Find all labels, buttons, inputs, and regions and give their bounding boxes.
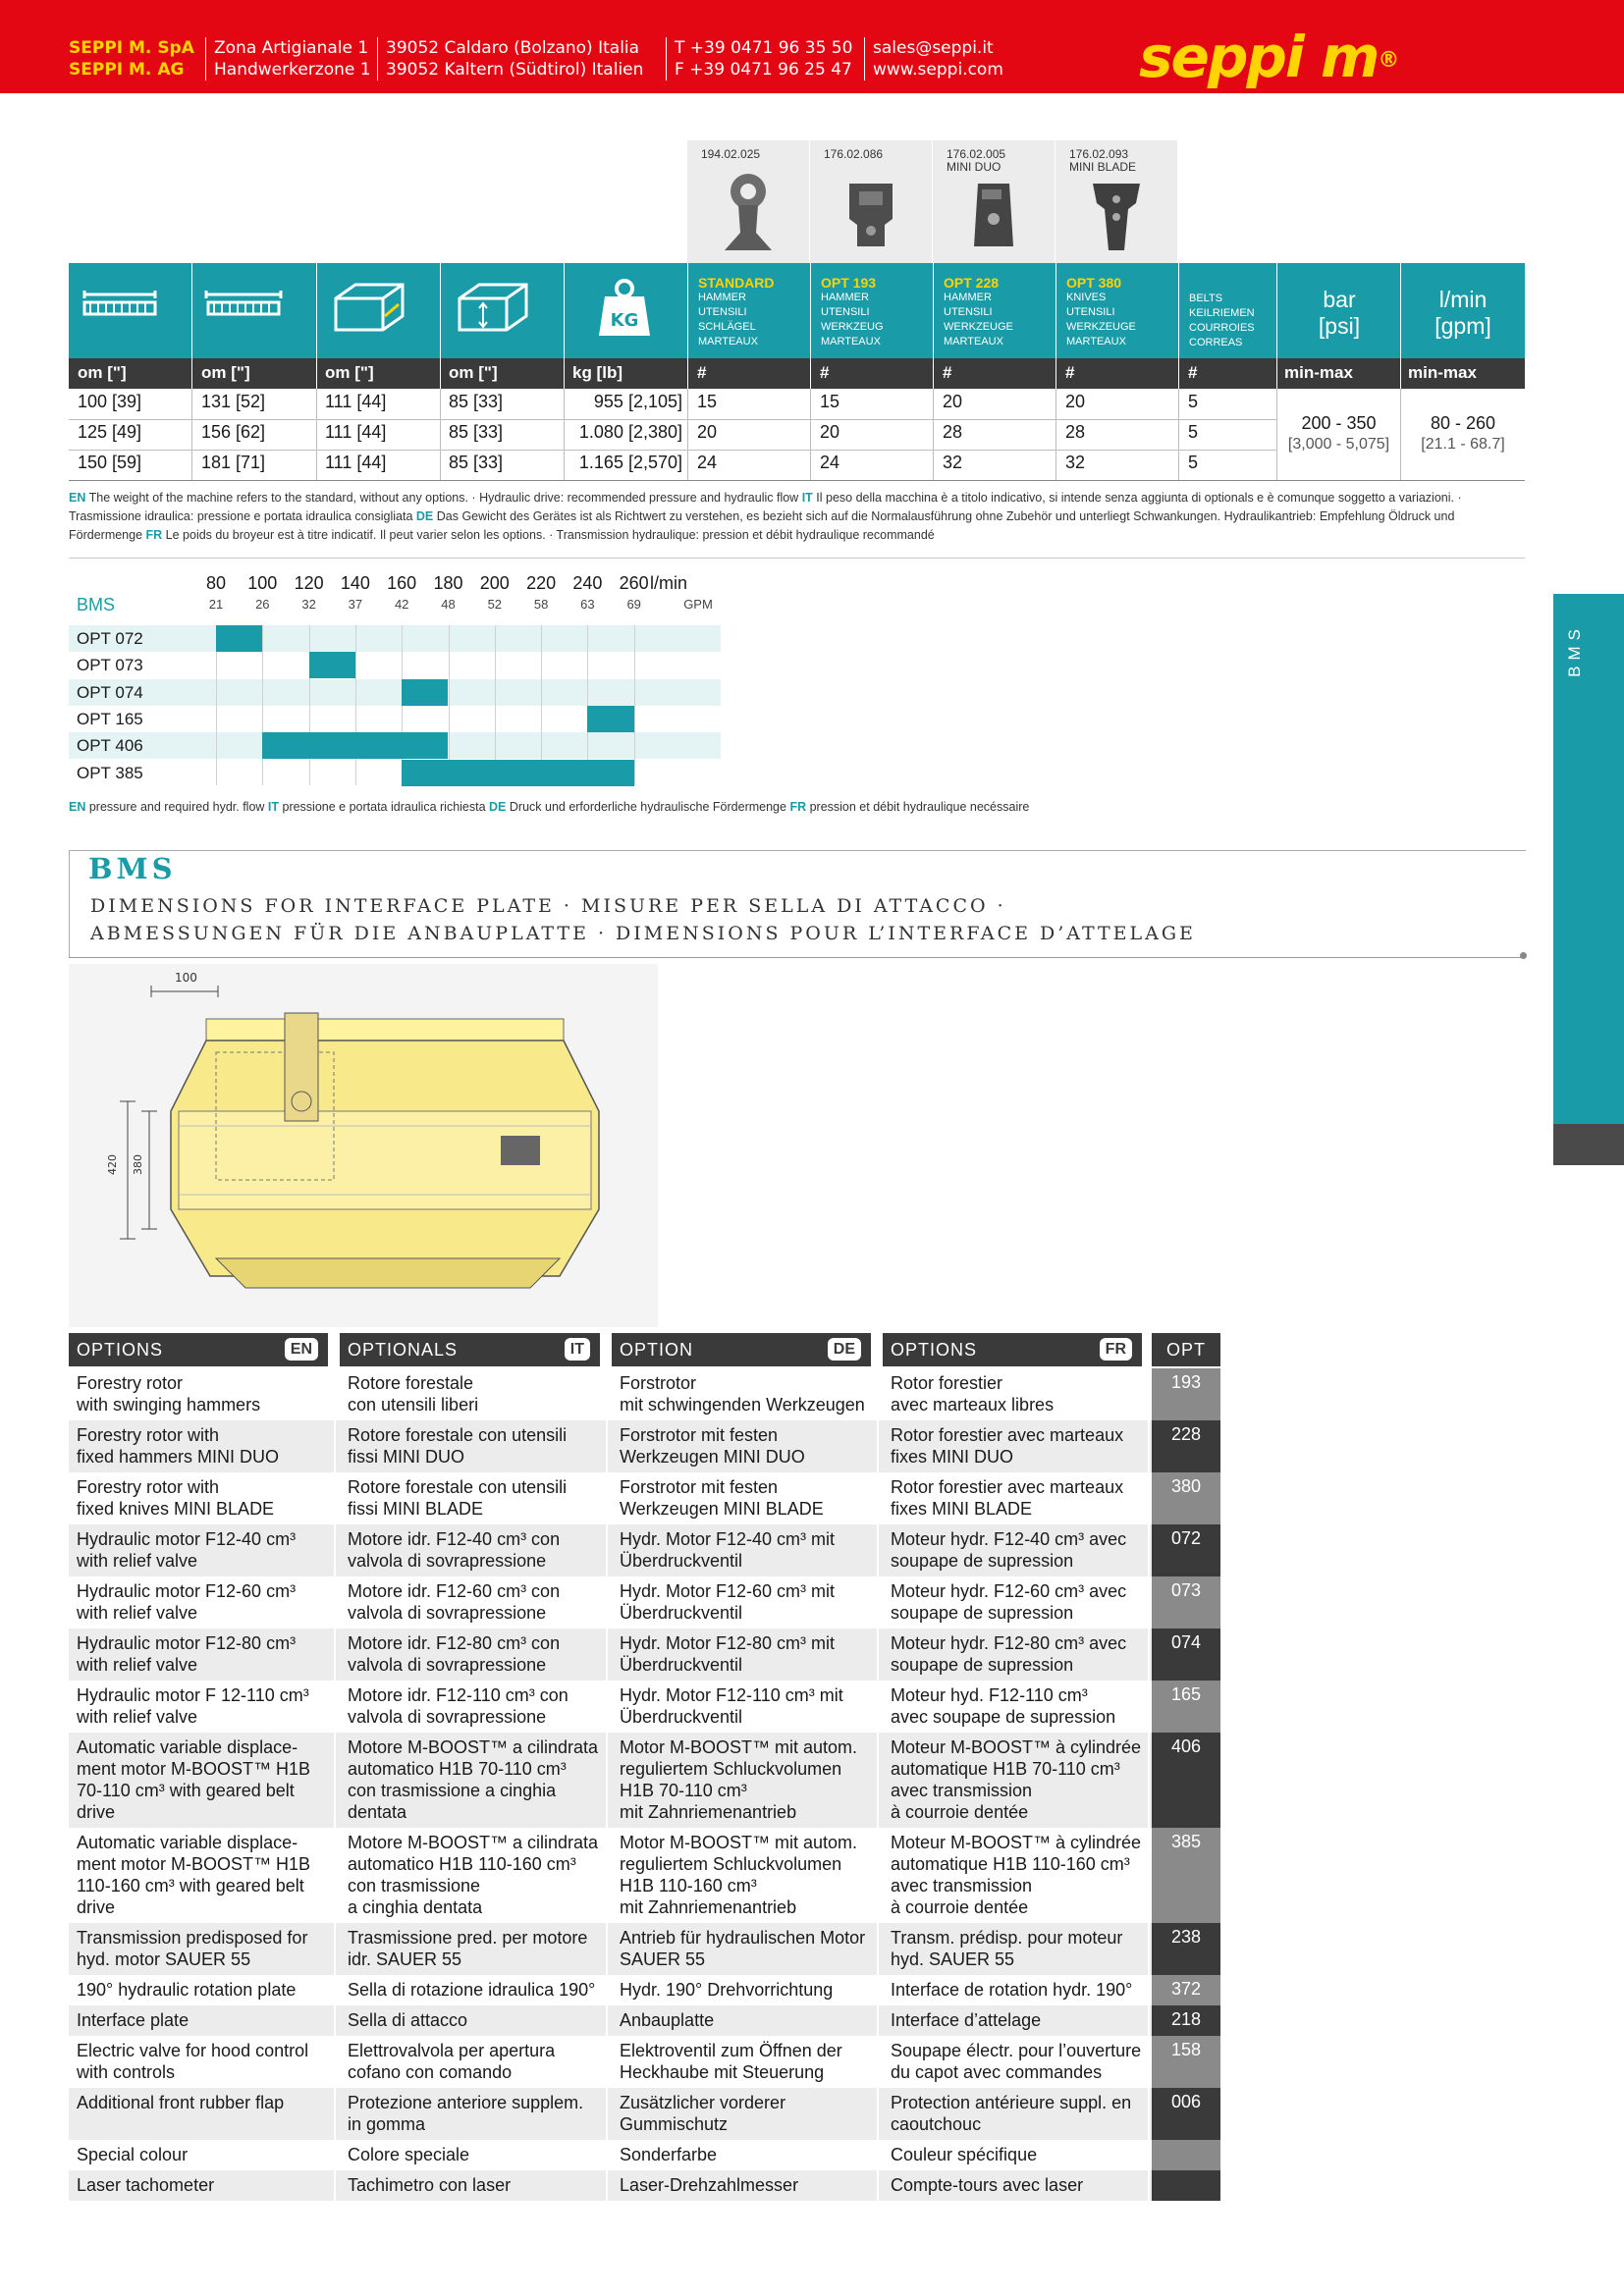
- total-width-icon: [204, 277, 283, 341]
- spec-cell: 111 [44]: [325, 422, 387, 442]
- option-fr: Rotor forestier avec marteaux fixes MINI BLADE: [891, 1477, 1124, 1519]
- seppi-logo: seppi m®: [1139, 24, 1398, 90]
- spec-cell: 24: [697, 453, 718, 472]
- spec-cell: 156 [62]: [201, 422, 266, 442]
- side-tab-marker: [1553, 1124, 1624, 1165]
- subheader-count: #: [820, 363, 830, 382]
- spec-cell: 111 [44]: [325, 453, 387, 472]
- option-code: 228: [1152, 1420, 1220, 1472]
- option-en: Hydraulic motor F12-40 cm³ with relief valve: [77, 1529, 297, 1571]
- option-de: Hydr. Motor F12-110 cm³ mit Überdruckventil: [620, 1685, 843, 1727]
- flow-row-label: OPT 072: [77, 629, 143, 648]
- option-en: Forestry rotor with fixed knives MINI BLADE: [77, 1477, 275, 1519]
- option-it: Motore idr. F12-80 cm³ con valvola di sovrapressione: [348, 1633, 561, 1675]
- option-de: Motor M-BOOST™ mit autom. reguliertem Schluckvolumen H1B 70-110 cm³ mit Zahnriemenantrieb: [620, 1737, 858, 1822]
- option-code: 372: [1152, 1975, 1220, 2005]
- flow-range-bar: [309, 652, 355, 678]
- flow-range-bar: [402, 760, 634, 786]
- spec-cell: 111 [44]: [325, 392, 387, 411]
- tool-mini-duo: 176.02.005 MINI DUO: [933, 140, 1055, 264]
- flow-chart-footnote: EN pressure and required hydr. flow IT pressione e portata idraulica richiesta DE Druck und erforderliche hydraulische Fördermenge FR pression et débit hydraulique necéssaire: [69, 800, 1030, 814]
- flow-tick-gpm: 26: [255, 597, 270, 612]
- option-it: Motore idr. F12-60 cm³ con valvola di sovrapressione: [348, 1581, 561, 1623]
- flow-row-label: OPT 165: [77, 709, 143, 728]
- flow-unit-gpm: GPM: [683, 597, 713, 612]
- mini-blade-icon: [1085, 170, 1148, 258]
- flow-range-bar: [216, 625, 262, 652]
- option-fr: Moteur hydr. F12-60 cm³ avec soupape de supression: [891, 1581, 1127, 1623]
- option-en: Laser tachometer: [77, 2175, 215, 2195]
- option-it: Colore speciale: [348, 2145, 470, 2164]
- svg-text:380: 380: [132, 1154, 144, 1175]
- header-bar: [0, 0, 1624, 93]
- option-code: 006: [1152, 2088, 1220, 2140]
- flow-row: [69, 625, 721, 652]
- flow-range-bar: [262, 732, 448, 759]
- option-de: Zusätzlicher vorderer Gummischutz: [620, 2093, 786, 2134]
- subheader-working-width: om ["]: [78, 363, 127, 382]
- option-en: Electric valve for hood control with controls: [77, 2041, 309, 2082]
- option-code: 238: [1152, 1923, 1220, 1975]
- weight-icon: [595, 277, 654, 345]
- spec-cell: 20: [697, 422, 718, 442]
- pressure-range: 200 - 350 [3,000 - 5,075]: [1287, 413, 1390, 453]
- lang-badge: EN: [285, 1338, 318, 1361]
- flow-unit: l/min [gpm]: [1435, 287, 1491, 339]
- subheader-depth: om ["]: [325, 363, 374, 382]
- flow-row-label: OPT 074: [77, 682, 143, 702]
- spec-footnote: EN The weight of the machine refers to the standard, without any options. · Hydraulic drive: recommended pressure and hydraulic flow IT Il peso della macchina è a titolo indicativo, si intende senza aggiunta di optionals e è comunque soggetto a variazioni. · Trasmissione idraulica: pressione e portata idraulica consigliata DE Das Gewicht des Gerätes ist als Richtwert zu verstehen, es bezieht sich auf die Normalausführung ohne Zubehör und unterliegt Schwankungen. Hydraulikantrieb: Empfehlung Öldruck und Fördermenge FR Le poids du broyeur est à titre indicatif. Il peut varier selon les options. · Transmission hydraulique: pression et débit hydraulique recommandé: [69, 491, 1462, 542]
- option-en: Additional front rubber flap: [77, 2093, 285, 2112]
- flow-tick-gpm: 69: [626, 597, 641, 612]
- option-it: Motore M-BOOST™ a cilindrata automatico H1B 70-110 cm³ con trasmissione a cinghia dentata: [348, 1737, 599, 1822]
- flow-gridline: [262, 625, 263, 785]
- spec-cell: 125 [49]: [78, 422, 142, 442]
- svg-text:100: 100: [175, 971, 197, 985]
- flow-tick-lpm: 180: [433, 573, 463, 593]
- option-code: 385: [1152, 1828, 1220, 1923]
- spec-cell: 1.080 [2,380]: [578, 422, 682, 442]
- bms-subtitle: DIMENSIONS FOR INTERFACE PLATE · MISURE PER SELLA DI ATTACCO ·: [90, 895, 1006, 917]
- option-code: 073: [1152, 1576, 1220, 1629]
- option-en: Interface plate: [77, 2010, 189, 2030]
- option-code: 072: [1152, 1524, 1220, 1576]
- spec-cell: 85 [33]: [449, 422, 504, 442]
- option-en: Automatic variable displace- ment motor M-BOOST™ H1B 70-110 cm³ with geared belt drive: [77, 1737, 311, 1822]
- options-header-it: OPTIONALS IT: [340, 1333, 600, 1366]
- flow-tick-gpm: 32: [301, 597, 316, 612]
- contact-phone: T +39 0471 96 35 50 F +39 0471 96 25 47: [666, 37, 852, 80]
- options-header-code: OPT: [1152, 1333, 1220, 1366]
- spec-cell: 5: [1188, 453, 1199, 472]
- flow-row: [69, 679, 721, 706]
- flow-range-bar: [587, 706, 633, 732]
- option-380-label: OPT 380 KNIVES UTENSILI WERKZEUGE MARTEAUX: [1066, 275, 1136, 347]
- option-de: Anbauplatte: [620, 2010, 715, 2030]
- option-code: [1152, 2140, 1220, 2170]
- subheader-count: #: [697, 363, 707, 382]
- subheader-total-width: om ["]: [201, 363, 250, 382]
- lang-badge: FR: [1100, 1338, 1132, 1361]
- column-divider: [877, 1333, 879, 2201]
- option-fr: Moteur hydr. F12-80 cm³ avec soupape de supression: [891, 1633, 1127, 1675]
- mini-duo-icon: [962, 170, 1025, 258]
- option-fr: Rotor forestier avec marteaux fixes MINI DUO: [891, 1425, 1124, 1467]
- option-de: Hydr. 190° Drehvorrichtung: [620, 1980, 834, 2000]
- option-en: Hydraulic motor F 12-110 cm³ with relief valve: [77, 1685, 309, 1727]
- flow-tick-lpm: 120: [294, 573, 324, 593]
- flow-tick-gpm: 52: [487, 597, 503, 612]
- option-it: Protezione anteriore supplem. in gomma: [348, 2093, 584, 2134]
- column-divider: [606, 1333, 608, 2201]
- flow-tick-gpm: 21: [208, 597, 224, 612]
- option-de: Forstrotor mit festen Werkzeugen MINI DUO: [620, 1425, 805, 1467]
- option-de: Elektroventil zum Öffnen der Heckhaube mit Steuerung: [620, 2041, 842, 2082]
- option-en: Hydraulic motor F12-80 cm³ with relief valve: [77, 1633, 297, 1675]
- address-city: 39052 Caldaro (Bolzano) Italia 39052 Kaltern (Südtirol) Italien: [377, 37, 643, 80]
- spec-cell: 1.165 [2,570]: [578, 453, 682, 472]
- flow-tick-lpm: 160: [387, 573, 417, 593]
- spec-cell: 15: [697, 392, 718, 411]
- option-en: Forestry rotor with swinging hammers: [77, 1373, 261, 1415]
- section-end-dot: [1520, 952, 1527, 959]
- company-name: SEPPI M. SpA SEPPI M. AG: [69, 38, 194, 80]
- flow-tick-gpm: 48: [441, 597, 456, 612]
- option-fr: Rotor forestier avec marteaux libres: [891, 1373, 1055, 1415]
- spec-cell: 20: [820, 422, 840, 442]
- column-divider: [1148, 1333, 1150, 2201]
- flow-tick-lpm: 100: [247, 573, 278, 593]
- option-de: Antrieb für hydraulischen Motor SAUER 55: [620, 1928, 866, 1969]
- option-it: Rotore forestale con utensili fissi MINI DUO: [348, 1425, 568, 1467]
- spec-cell: 32: [943, 453, 963, 472]
- options-header-fr: OPTIONS FR: [883, 1333, 1142, 1366]
- option-fr: Moteur hydr. F12-40 cm³ avec soupape de supression: [891, 1529, 1127, 1571]
- option-code: [1152, 2170, 1220, 2201]
- spec-cell: 5: [1188, 392, 1199, 411]
- flow-row-label: OPT 406: [77, 736, 143, 756]
- option-en: Automatic variable displace- ment motor M-BOOST™ H1B 110-160 cm³ with geared belt drive: [77, 1833, 311, 1917]
- flow-tick-lpm: 260: [619, 573, 649, 593]
- spec-cell: 100 [39]: [78, 392, 142, 411]
- flow-tick-lpm: 80: [205, 573, 227, 593]
- option-de: Hydr. Motor F12-40 cm³ mit Überdruckventil: [620, 1529, 836, 1571]
- flow-gridline: [355, 625, 356, 785]
- option-en: Hydraulic motor F12-60 cm³ with relief valve: [77, 1581, 297, 1623]
- flow-row-label: OPT 385: [77, 763, 143, 782]
- option-de: Forstrotor mit schwingenden Werkzeugen: [620, 1373, 865, 1415]
- hammer-icon: [717, 170, 780, 258]
- hammer-block-icon: [839, 170, 902, 258]
- address-street: Zona Artigianale 1 Handwerkerzone 1: [205, 37, 371, 80]
- options-header-en: OPTIONS EN: [69, 1333, 328, 1366]
- option-fr: Compte-tours avec laser: [891, 2175, 1084, 2195]
- spec-cell: 20: [943, 392, 963, 411]
- option-en: Special colour: [77, 2145, 189, 2164]
- option-de: Laser-Drehzahlmesser: [620, 2175, 799, 2195]
- working-width-icon: [81, 277, 159, 341]
- flow-range-bar: [402, 679, 448, 706]
- option-fr: Moteur M-BOOST™ à cylindrée automatique H1B 70-110 cm³ avec transmission à courroie dentée: [891, 1737, 1142, 1822]
- subheader-count: #: [1065, 363, 1075, 382]
- option-fr: Interface d’attelage: [891, 2010, 1042, 2030]
- option-it: Tachimetro con laser: [348, 2175, 512, 2195]
- option-it: Rotore forestale con utensili fissi MINI BLADE: [348, 1477, 568, 1519]
- option-code: 074: [1152, 1629, 1220, 1681]
- spec-cell: 181 [71]: [201, 453, 266, 472]
- depth-icon: [330, 277, 408, 341]
- option-fr: Moteur hyd. F12-110 cm³ avec soupape de supression: [891, 1685, 1116, 1727]
- option-code: 193: [1152, 1368, 1220, 1420]
- options-header-de: OPTION DE: [612, 1333, 871, 1366]
- spec-cell: 5: [1188, 422, 1199, 442]
- bms-title: BMS: [88, 852, 177, 885]
- flow-chart-title: BMS: [77, 595, 116, 614]
- subheader-count: #: [1188, 363, 1198, 382]
- flow-tick-gpm: 42: [394, 597, 409, 612]
- option-code: 380: [1152, 1472, 1220, 1524]
- spec-cell: 15: [820, 392, 840, 411]
- option-it: Sella di rotazione idraulica 190°: [348, 1980, 596, 2000]
- option-193-label: OPT 193 HAMMER UTENSILI WERKZEUG MARTEAUX: [821, 275, 884, 347]
- option-code: 158: [1152, 2036, 1220, 2088]
- flow-tick-lpm: 200: [479, 573, 510, 593]
- tool-fixed-hammer: 176.02.086: [810, 140, 932, 264]
- spec-cell: 85 [33]: [449, 392, 504, 411]
- spec-cell: 20: [1065, 392, 1086, 411]
- flow-tick-gpm: 58: [533, 597, 549, 612]
- spec-cell: 24: [820, 453, 840, 472]
- option-fr: Transm. prédisp. pour moteur hyd. SAUER 55: [891, 1928, 1123, 1969]
- option-de: Sonderfarbe: [620, 2145, 718, 2164]
- option-it: Sella di attacco: [348, 2010, 468, 2030]
- interface-plate-drawing: [69, 964, 658, 1327]
- contact-web[interactable]: sales@seppi.it www.seppi.com: [864, 37, 1003, 80]
- option-it: Motore idr. F12-110 cm³ con valvola di sovrapressione: [348, 1685, 568, 1727]
- flow-tick-lpm: 240: [572, 573, 603, 593]
- flow-tick-lpm: 220: [526, 573, 557, 593]
- option-en: 190° hydraulic rotation plate: [77, 1980, 297, 2000]
- belts-label: BELTS KEILRIEMEN COURROIES CORREAS: [1189, 293, 1255, 348]
- lang-badge: IT: [565, 1338, 590, 1361]
- option-fr: Moteur M-BOOST™ à cylindrée automatique H1B 110-160 cm³ avec transmission à courroie dentée: [891, 1833, 1142, 1917]
- option-code: 218: [1152, 2005, 1220, 2036]
- option-fr: Couleur spécifique: [891, 2145, 1038, 2164]
- option-it: Motore M-BOOST™ a cilindrata automatico H1B 110-160 cm³ con trasmissione a cinghia dentata: [348, 1833, 599, 1917]
- flow-range: 80 - 260 [21.1 - 68.7]: [1421, 413, 1505, 453]
- subheader-weight: kg [lb]: [572, 363, 623, 382]
- tool-swinging-hammer: 194.02.025: [687, 140, 809, 264]
- side-tab-label: BMS: [1565, 623, 1584, 677]
- option-it: Trasmissione pred. per motore idr. SAUER 55: [348, 1928, 588, 1969]
- flow-gridline: [309, 625, 310, 785]
- flow-gridline: [634, 625, 635, 785]
- subheader-pressure-range: min-max: [1284, 363, 1353, 382]
- flow-tick-gpm: 63: [580, 597, 595, 612]
- flow-tick-lpm: 140: [340, 573, 370, 593]
- option-en: Forestry rotor with fixed hammers MINI DUO: [77, 1425, 280, 1467]
- spec-cell: 150 [59]: [78, 453, 142, 472]
- spec-cell: 131 [52]: [201, 392, 266, 411]
- option-de: Hydr. Motor F12-60 cm³ mit Überdruckventil: [620, 1581, 836, 1623]
- height-icon: [454, 277, 532, 341]
- bms-subtitle: ABMESSUNGEN FÜR DIE ANBAUPLATTE · DIMENSIONS POUR L’INTERFACE D’ATTELAGE: [90, 923, 1196, 944]
- option-de: Motor M-BOOST™ mit autom. reguliertem Schluckvolumen H1B 110-160 cm³ mit Zahnriemenantrieb: [620, 1833, 858, 1917]
- spec-cell: 28: [1065, 422, 1086, 442]
- subheader-flow-range: min-max: [1408, 363, 1477, 382]
- option-de: Forstrotor mit festen Werkzeugen MINI BLADE: [620, 1477, 824, 1519]
- flow-row-label: OPT 073: [77, 656, 143, 675]
- column-divider: [334, 1333, 336, 2201]
- spec-cell: 85 [33]: [449, 453, 504, 472]
- option-it: Motore idr. F12-40 cm³ con valvola di sovrapressione: [348, 1529, 561, 1571]
- subheader-count: #: [943, 363, 952, 382]
- subheader-height: om ["]: [449, 363, 498, 382]
- option-228-label: OPT 228 HAMMER UTENSILI WERKZEUGE MARTEAUX: [944, 275, 1013, 347]
- option-fr: Soupape électr. pour l’ouverture du capot avec commandes: [891, 2041, 1142, 2082]
- svg-text:420: 420: [106, 1154, 119, 1175]
- spec-cell: 32: [1065, 453, 1086, 472]
- option-code: 165: [1152, 1681, 1220, 1733]
- option-it: Rotore forestale con utensili liberi: [348, 1373, 479, 1415]
- pressure-unit: bar [psi]: [1318, 287, 1361, 339]
- flow-row: [69, 652, 721, 678]
- spec-cell: 28: [943, 422, 963, 442]
- option-de: Hydr. Motor F12-80 cm³ mit Überdruckventil: [620, 1633, 836, 1675]
- spec-cell: 955 [2,105]: [593, 392, 682, 411]
- side-tab: [1553, 594, 1624, 1124]
- flow-unit-lpm: l/min: [649, 573, 687, 593]
- flow-tick-gpm: 37: [348, 597, 363, 612]
- lang-badge: DE: [828, 1338, 861, 1361]
- option-it: Elettrovalvola per apertura cofano con comando: [348, 2041, 556, 2082]
- option-fr: Protection antérieure suppl. en caoutchouc: [891, 2093, 1132, 2134]
- option-en: Transmission predisposed for hyd. motor SAUER 55: [77, 1928, 308, 1969]
- option-standard-label: STANDARD HAMMER UTENSILI SCHLÄGEL MARTEAUX: [698, 275, 775, 347]
- option-fr: Interface de rotation hydr. 190°: [891, 1980, 1133, 2000]
- option-code: 406: [1152, 1733, 1220, 1828]
- svg-text:KG: KG: [610, 310, 639, 331]
- tool-mini-blade: 176.02.093 MINI BLADE: [1056, 140, 1177, 264]
